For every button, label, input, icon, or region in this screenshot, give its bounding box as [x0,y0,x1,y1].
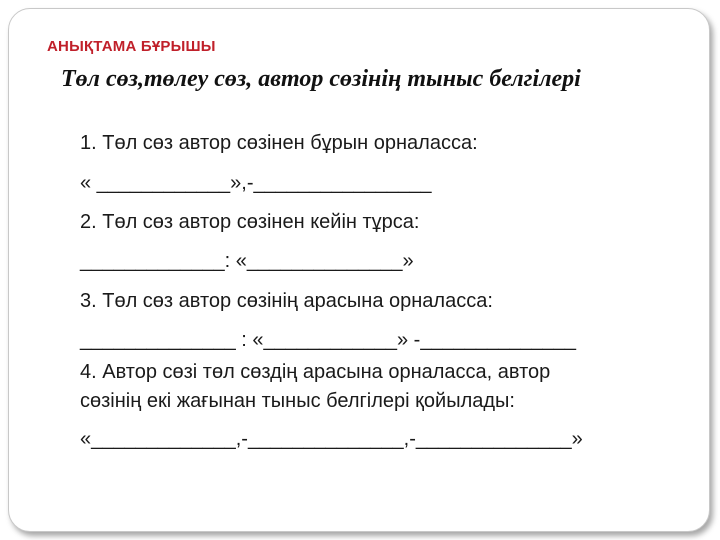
rule-4-pattern: «_____________,-______________,-______________» [80,428,583,450]
rule-4-text-continued: сөзінің екі жағынан тыныс белгілері қойылады: [80,390,515,412]
rule-1-pattern: « ____________»,-________________ [80,172,432,194]
section-label: АНЫҚТАМА БҰРЫШЫ [47,38,216,55]
rule-2-pattern: _____________: «______________» [80,250,414,272]
rule-3-pattern: ______________ : «____________» -______________ [80,329,577,351]
rule-3-text: 3. Төл сөз автор сөзінің арасына орналасса: [80,290,493,312]
rule-4-text: 4. Автор сөзі төл сөздің арасына орналасса, автор [80,361,551,383]
rule-2-text: 2. Төл сөз автор сөзінен кейін тұрса: [80,211,420,233]
slide-title: Төл сөз,төлеу сөз, автор сөзінің тыныс белгілері [61,66,581,92]
rule-1-text: 1. Төл сөз автор сөзінен бұрын орналасса: [80,132,478,154]
